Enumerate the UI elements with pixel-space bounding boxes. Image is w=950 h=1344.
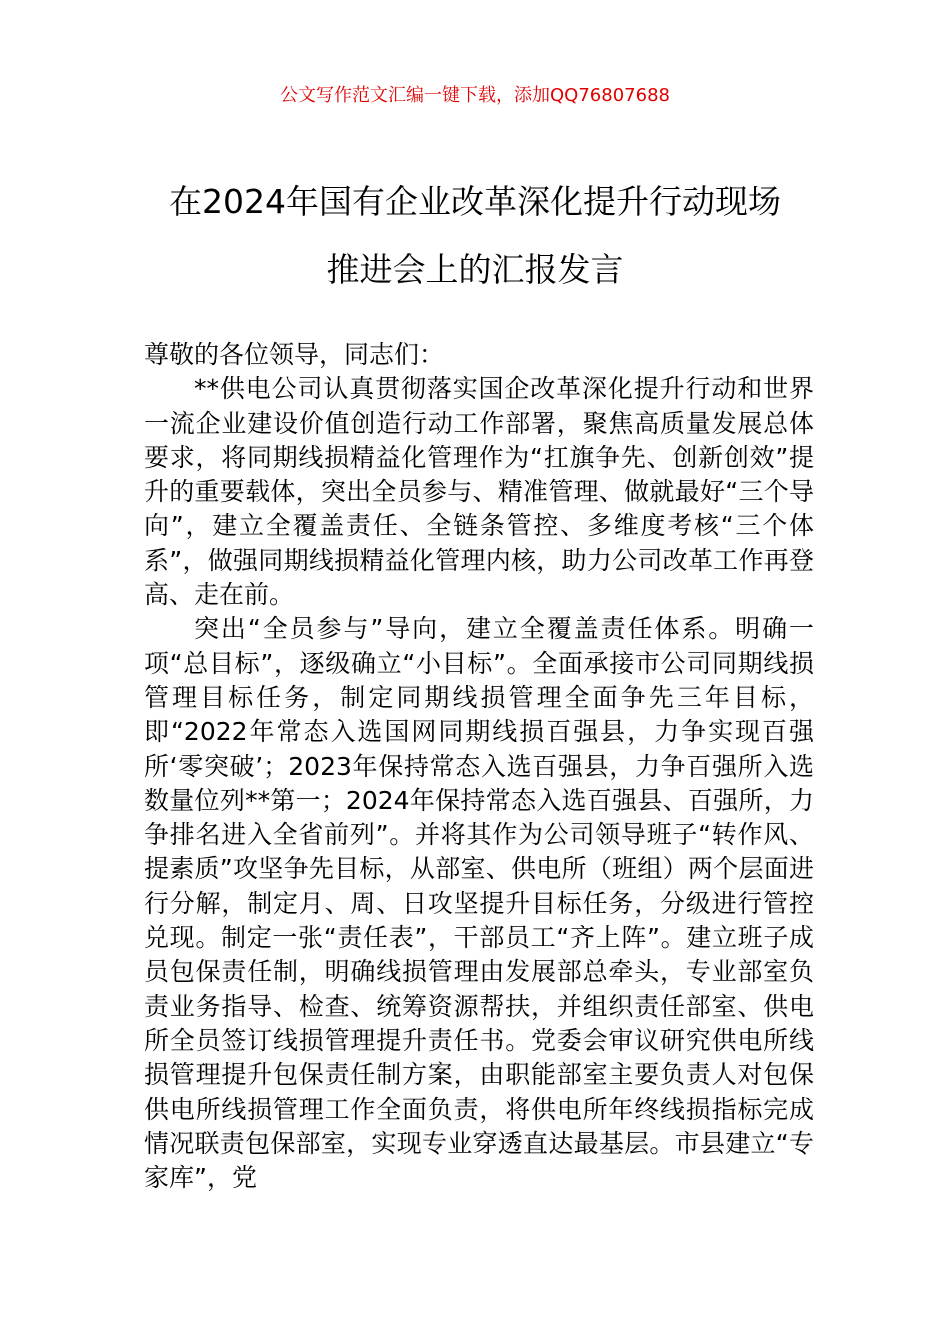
document-title-line-2: 推进会上的汇报发言 [326,250,624,289]
header-promo-note: 公文写作范文汇编一键下载，添加QQ76807688 [280,85,670,106]
document-title-line-1: 在2024年国有企业改革深化提升行动现场 [169,182,781,221]
paragraph: **供电公司认真贯彻落实国企改革深化提升行动和世界一流企业建设价值创造行动工作部署，聚焦高质量发展总体要求，将同期线损精益化管理作为“扛旗争先、创新创效”提升的重要载体，突出全员参与、精准管理、做就最好“三个导向”，建立全覆盖责任、全链条管控、多维度考核“三个体系”，做强同期线损精益化管理内核，助力公司改革工作再登高、走在前。 [144,374,814,610]
paragraph: 突出“全员参与”导向，建立全覆盖责任体系。明确一项“总目标”，逐级确立“小目标”。全面承接市公司同期线损管理目标任务，制定同期线损管理全面争先三年目标，即“2022年常态入选国网同期线损百强县，力争实现百强所‘零突破’；2023年保持常态入选百强县，力争百强所入选数量位列**第一；2024年保持常态入选百强县、百强所，力争排名进入全省前列”。并将其作为公司领导班子“转作风、提素质”攻坚争先目标，从部室、供电所（班组）两个层面进行分解，制定月、周、日攻坚提升目标任务，分级进行管控兑现。制定一张“责任表”，干部员工“齐上阵”。建立班子成员包保责任制，明确线损管理由发展部总牵头，专业部室负责业务指导、检查、统筹资源帮扶，并组织责任部室、供电所全员签订线损管理提升责任书。党委会审议研究供电所线损管理提升包保责任制方案，由职能部室主要负责人对包保供电所线损管理工作全面负责，将供电所年终线损指标完成情况联责包保部室，实现专业穿透直达最基层。市县建立“专家库”，党 [144,614,814,1193]
salutation: 尊敬的各位领导，同志们： [144,340,445,369]
document-body [144,338,814,1195]
